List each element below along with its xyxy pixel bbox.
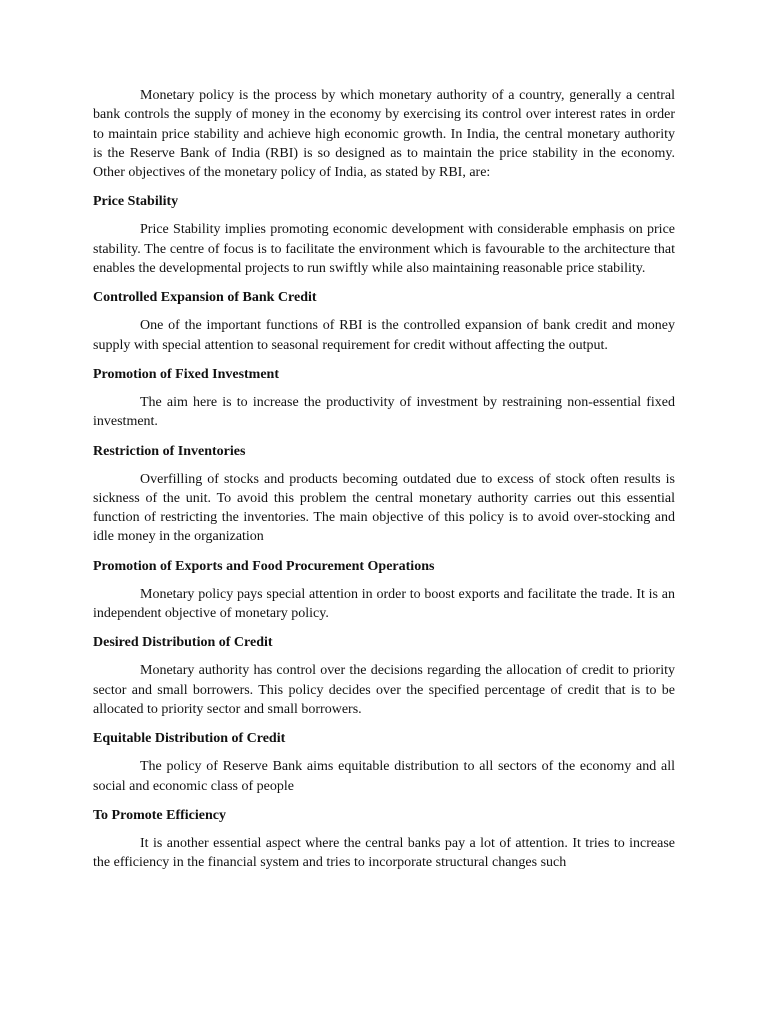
section-heading-controlled-expansion: Controlled Expansion of Bank Credit: [93, 290, 317, 306]
section-body-controlled-expansion: One of the important functions of RBI is the controlled expansion of bank credit and money supply with special attention to seasonal requirement for credit without affecting the output.: [93, 318, 675, 353]
section-body-promote-efficiency: It is another essential aspect where the central banks pay a lot of attention. It tries to increase the efficiency in the financial system and tries to incorporate structural changes such: [93, 835, 675, 871]
section-body-fixed-investment: The aim here is to increase the productivity of investment by restraining non-essential fixed investment.: [93, 394, 675, 430]
section-body-equitable-distribution: The policy of Reserve Bank aims equitable distribution to all sectors of the economy and all social and economic class of people: [93, 759, 675, 794]
section-heading-desired-distribution: Desired Distribution of Credit: [93, 635, 273, 651]
section-body-price-stability: Price Stability implies promoting economic development with considerable emphasis on price stability. The centre of focus is to facilitate the environment which is favourable to the architecture that enables the developmental projects to run swiftly while also maintaining reasonable price stability.: [93, 222, 675, 277]
section-heading-exports-food: Promotion of Exports and Food Procurement Operations: [93, 558, 435, 574]
section-body-exports-food: Monetary policy pays special attention in order to boost exports and facilitate the trade. It is an independent objective of monetary policy.: [93, 586, 675, 622]
section-heading-equitable-distribution: Equitable Distribution of Credit: [93, 731, 286, 747]
section-heading-fixed-investment: Promotion of Fixed Investment: [93, 366, 279, 382]
section-body-desired-distribution: Monetary authority has control over the decisions regarding the allocation of credit to priority sector and small borrowers. This policy decides over the specified percentage of credit that is to be allocated to priority sector and small borrowers.: [93, 663, 675, 717]
section-heading-restriction-inventories: Restriction of Inventories: [93, 443, 246, 459]
intro-paragraph: Monetary policy is the process by which monetary authority of a country, generally a central bank controls the supply of money in the economy by exercising its control over interest rates in order to maintain price stability and achieve high economic growth. In India, the central monetary authority is the Reserve Bank of India (RBI) is so designed as to maintain the price stability in the economy. Other objectives of the monetary policy of India, as stated by RBI, are:: [93, 88, 675, 181]
section-heading-price-stability: Price Stability: [93, 194, 179, 210]
section-heading-promote-efficiency: To Promote Efficiency: [93, 807, 226, 823]
section-body-restriction-inventories: Overfilling of stocks and products becoming outdated due to excess of stock often results is sickness of the unit. To avoid this problem the central monetary authority carries out this essential function of restricting the inventories. The main objective of this policy is to avoid over-stocking and idle money in the organization: [93, 471, 675, 545]
